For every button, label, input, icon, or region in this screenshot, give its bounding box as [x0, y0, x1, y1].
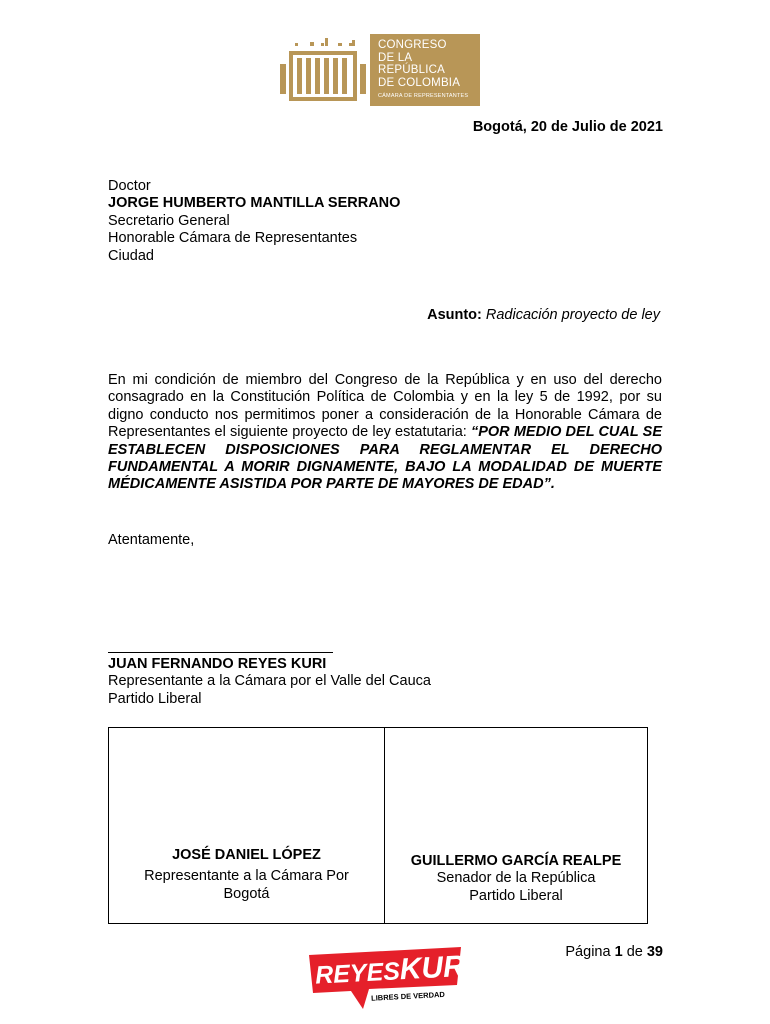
signature-name: JOSÉ DANIEL LÓPEZ [172, 847, 321, 863]
page-label: Página [565, 944, 611, 960]
signature-party: Partido Liberal [469, 887, 563, 904]
capitol-building-icon [276, 34, 370, 106]
page-current: 1 [614, 944, 623, 960]
reyes-kuri-logo [305, 945, 474, 1011]
signature-role: Senador de la República [436, 870, 596, 887]
logo-line-3: DE COLOMBIA [378, 76, 461, 89]
brand-part2: KURI [398, 949, 474, 987]
brand-part1: REYES [314, 957, 401, 990]
addressee-city: Ciudad [108, 247, 154, 264]
bill-title: “POR MEDIO DEL CUAL SE ESTABLECEN DISPOSICIONES PARA REGLAMENTAR EL DERECHO FUNDAMENTAL A MORIR DIGNAMENTE, BAJO LA MODALIDAD DE MUERTE MÉDICAMENTE ASISTIDA POR PARTE DE MAYORES DE EDAD”. [108, 424, 662, 493]
addressee-title: Secretario General [108, 212, 230, 229]
signature-name: GUILLERMO GARCÍA REALPE [410, 853, 622, 869]
signer-name: JUAN FERNANDO REYES KURI [108, 656, 327, 672]
logo-line-2: DE LA REPÚBLICA [378, 51, 445, 76]
signature-cell [385, 728, 647, 923]
signer-party: Partido Liberal [108, 690, 202, 707]
letter-body [108, 372, 662, 494]
brand-tagline: LIBRES DE VERDAD [370, 989, 446, 1003]
subject-line [427, 307, 660, 324]
page-number [565, 944, 663, 961]
closing: Atentamente, [108, 532, 195, 548]
signature-line [108, 652, 333, 653]
logo-line-4: CÁMARA DE REPRESENTANTES [378, 93, 469, 99]
letter-date: Bogotá, 20 de Julio de 2021 [472, 119, 663, 135]
body-intro: En mi condición de miembro del Congreso de la República y en uso del derecho consagrado en la Constitución Política de Colombia y en la ley 5 de 1992, por su digno conducto nos permitimos poner a consideración de la Honorable Cámara de Representantes el siguiente proyecto de ley estatutaria: [108, 372, 662, 441]
page-of: de [626, 944, 643, 960]
addressee-salutation: Doctor [108, 178, 151, 194]
signature-cell [109, 728, 385, 923]
addressee-block [108, 178, 400, 265]
signer-block [108, 656, 431, 708]
signer-role: Representante a la Cámara por el Valle del Cauca [108, 673, 431, 690]
page-total: 39 [646, 944, 663, 960]
signature-role: Representante a la Cámara Por Bogotá [144, 868, 349, 902]
signatures-table [108, 727, 648, 924]
addressee-name: JORGE HUMBERTO MANTILLA SERRANO [108, 195, 401, 212]
congreso-logo [276, 34, 480, 106]
subject-label: Asunto: [427, 307, 482, 323]
addressee-institution: Honorable Cámara de Representantes [108, 230, 358, 247]
congreso-logo-plate [370, 34, 480, 106]
subject-value: Radicación proyecto de ley [485, 307, 660, 323]
logo-line-1: CONGRESO [378, 39, 447, 51]
